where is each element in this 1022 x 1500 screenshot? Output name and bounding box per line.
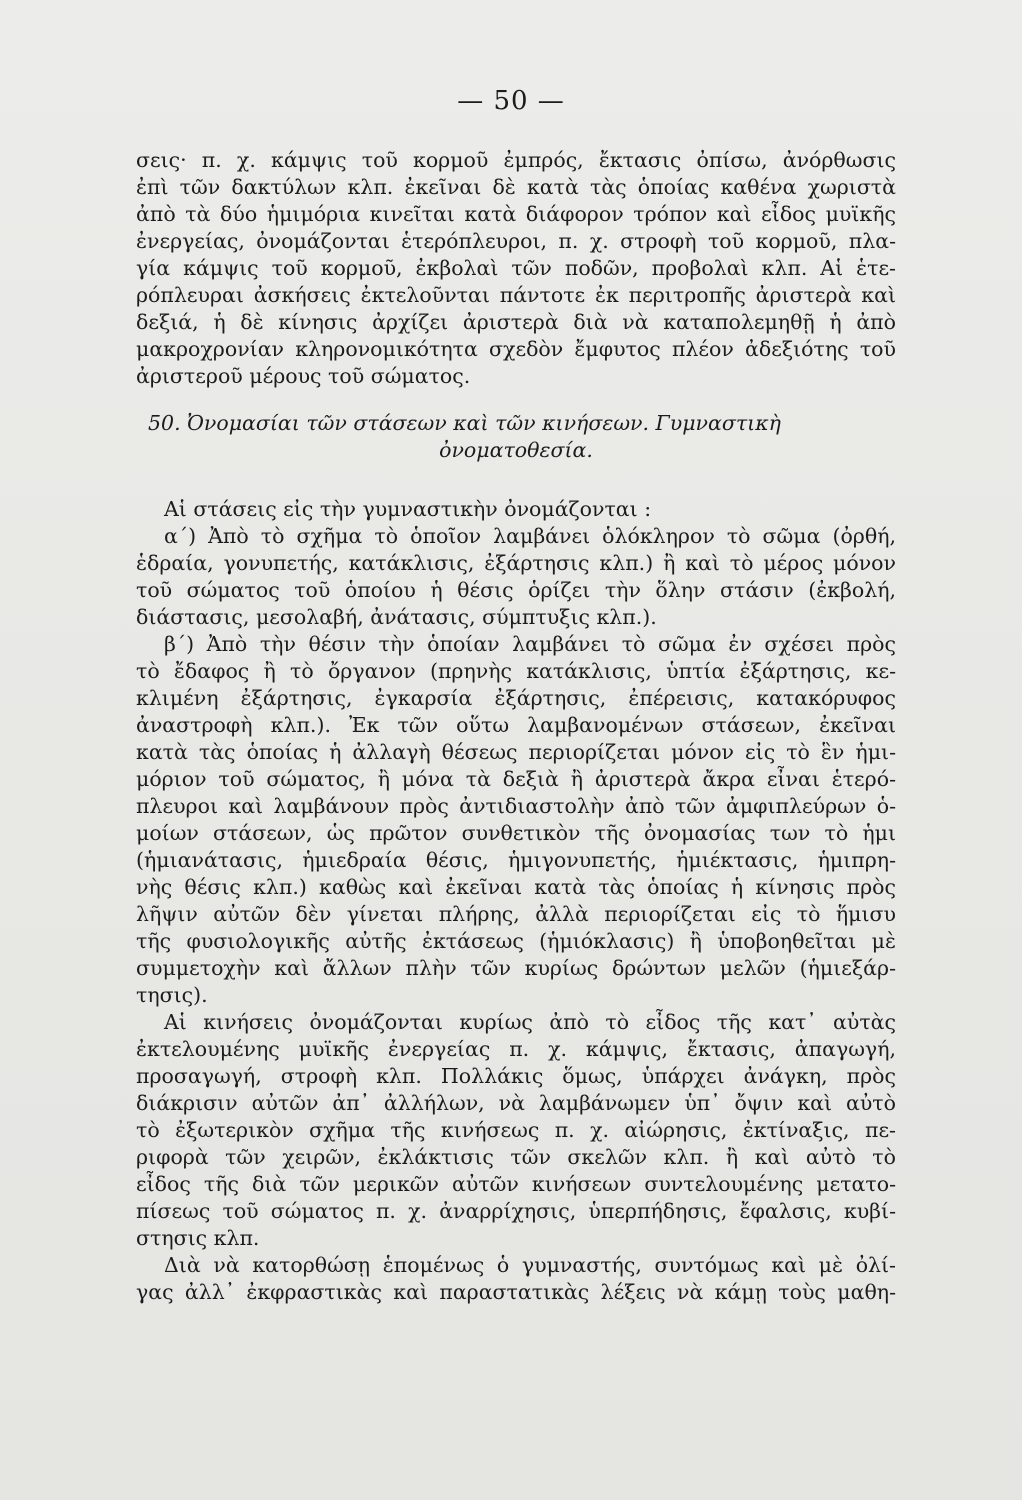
text-line: μοίων στάσεων, ὡς πρῶτον συνθετικὸν τῆς ὀνομασίας των τὸ ἡμι	[136, 821, 896, 845]
text-line: σεις· π. χ. κάμψις τοῦ κορμοῦ ἐμπρός, ἔκτασις ὀπίσω, ἀνόρθωσις	[136, 148, 896, 172]
text-line: διάστασις, μεσολαβή, ἀνάτασις, σύμπτυξις κλπ.).	[136, 605, 657, 629]
text-line: β΄) Ἀπὸ τὴν θέσιν τὴν ὁποίαν λαμβάνει τὸ σῶμα ἐν σχέσει πρὸς	[164, 632, 896, 656]
text-line: συμμετοχὴν καὶ ἄλλων πλὴν τῶν κυρίως δρώντων μελῶν (ἡμιεξάρ-	[136, 956, 896, 980]
text-line: α΄) Ἀπὸ τὸ σχῆμα τὸ ὁποῖον λαμβάνει ὁλόκληρον τὸ σῶμα (ὀρθή,	[164, 524, 896, 548]
text-line: γας ἀλλ᾽ ἐκφραστικὰς καὶ παραστατικὰς λέξεις νὰ κάμῃ τοὺς μαθη-	[136, 1280, 896, 1304]
text-line: γία κάμψις τοῦ κορμοῦ, ἐκβολαὶ τῶν ποδῶν, προβολαὶ κλπ. Αἱ ἑτε-	[136, 256, 896, 280]
text-line: εἶδος τῆς διὰ τῶν μερικῶν αὐτῶν κινήσεων συντελουμένης μετατο-	[136, 1172, 896, 1196]
text-line: κατὰ τὰς ὁποίας ἡ ἀλλαγὴ θέσεως περιορίζεται μόνον εἰς τὸ ἓν ἡμι-	[136, 740, 896, 764]
paragraph-movements	[136, 1009, 896, 1252]
section-heading	[136, 410, 896, 464]
text-line: τῆς φυσιολογικῆς αὐτῆς ἐκτάσεως (ἡμιόκλασις) ἢ ὑποβοηθεῖται μὲ	[136, 929, 896, 953]
text-line: τὸ ἔδαφος ἢ τὸ ὄργανον (πρηνὴς κατάκλισις, ὑπτία ἐξάρτησις, κε-	[136, 659, 896, 683]
text-line: ἐνεργείας, ὀνομάζονται ἑτερόπλευροι, π. χ. στροφὴ τοῦ κορμοῦ, πλα-	[136, 229, 896, 253]
text-line: δεξιά, ἡ δὲ κίνησις ἀρχίζει ἀριστερὰ διὰ νὰ καταπολεμηθῇ ἡ ἀπὸ	[136, 310, 896, 334]
text-line: προσαγωγή, στροφὴ κλπ. Πολλάκις ὅμως, ὑπάρχει ἀνάγκη, πρὸς	[136, 1064, 896, 1088]
text-line: πίσεως τοῦ σώματος π. χ. ἀναρρίχησις, ὑπερπήδησις, ἔφαλσις, κυβί-	[136, 1199, 896, 1223]
text-line: ἀπὸ τὰ δύο ἡμιμόρια κινεῖται κατὰ διάφορον τρόπον καὶ εἶδος μυϊκῆς	[136, 202, 896, 226]
text-line: μόριον τοῦ σώματος, ἢ μόνα τὰ δεξιὰ ἢ ἀριστερὰ ἄκρα εἶναι ἑτερό-	[136, 767, 896, 791]
text-line: στησις κλπ.	[136, 1226, 260, 1250]
text-line: νὴς θέσις κλπ.) καθὼς καὶ ἐκεῖναι κατὰ τὰς ὁποίας ἡ κίνησις πρὸς	[136, 875, 896, 899]
text-line: πλευροι καὶ λαμβάνουν πρὸς ἀντιδιαστολὴν ἀπὸ τῶν ἀμφιπλεύρων ὁ-	[136, 794, 896, 818]
text-line: ρόπλευραι ἀσκήσεις ἐκτελοῦνται πάντοτε ἐκ περιτροπῆς ἀριστερὰ καὶ	[136, 283, 896, 307]
text-line: (ἡμιανάτασις, ἡμιεδραία θέσις, ἡμιγονυπετής, ἡμιέκτασις, ἡμιπρη-	[136, 848, 896, 872]
text-line: Αἱ κινήσεις ὀνομάζονται κυρίως ἀπὸ τὸ εἶδος τῆς κατ᾽ αὐτὰς	[164, 1010, 896, 1034]
text-line: ἐκτελουμένης μυϊκῆς ἐνεργείας π. χ. κάμψις, ἔκτασις, ἀπαγωγή,	[136, 1037, 896, 1061]
paragraph-continuation	[136, 147, 896, 390]
text-line: Αἱ στάσεις εἰς τὴν γυμναστικὴν ὀνομάζονται :	[164, 497, 652, 521]
text-line: μακροχρονίαν κληρονομικότητα σχεδὸν ἔμφυτος πλέον ἀδεξιότης τοῦ	[136, 337, 896, 361]
text-line: τοῦ σώματος τοῦ ὁποίου ἡ θέσις ὁρίζει τὴν ὅλην στάσιν (ἐκβολή,	[136, 578, 896, 602]
section-title-line: ὀνοματοθεσία.	[439, 438, 593, 462]
text-line: ἑδραία, γονυπετής, κατάκλισις, ἐξάρτησις κλπ.) ἢ καὶ τὸ μέρος μόνον	[136, 551, 896, 575]
text-line: διάκρισιν αὐτῶν ἀπ᾽ ἀλλήλων, νὰ λαμβάνωμεν ὑπ᾽ ὄψιν καὶ αὐτὸ	[136, 1091, 896, 1115]
paragraph-stances	[136, 496, 896, 1009]
paragraph-gymnast	[136, 1252, 896, 1306]
section-title-line: 50. Ὀνομασίαι τῶν στάσεων καὶ τῶν κινήσεων. Γυμναστικὴ	[148, 411, 781, 435]
text-line: κλιμένη ἐξάρτησις, ἐγκαρσία ἐξάρτησις, ἐπέρεισις, κατακόρυφος	[136, 686, 896, 710]
text-line: λῆψιν αὐτῶν δὲν γίνεται πλήρης, ἀλλὰ περιορίζεται εἰς τὸ ἥμισυ	[136, 902, 896, 926]
body-text	[136, 147, 896, 1306]
text-line: ἀριστεροῦ μέρους τοῦ σώματος.	[136, 364, 471, 388]
page-number: — 50 —	[457, 86, 565, 116]
text-line: Διὰ νὰ κατορθώσῃ ἑπομένως ὁ γυμναστής, συντόμως καὶ μὲ ὀλί-	[164, 1253, 896, 1277]
text-line: τὸ ἐξωτερικὸν σχῆμα τῆς κινήσεως π. χ. αἰώρησις, ἐκτίναξις, πε-	[136, 1118, 896, 1142]
text-line: ἀναστροφὴ κλπ.). Ἐκ τῶν οὕτω λαμβανομένων στάσεων, ἐκεῖναι	[136, 713, 896, 737]
text-line: τησις).	[136, 983, 208, 1007]
text-line: ριφορὰ τῶν χειρῶν, ἐκλάκτισις τῶν σκελῶν κλπ. ἢ καὶ αὐτὸ τὸ	[136, 1145, 896, 1169]
text-line: ἐπὶ τῶν δακτύλων κλπ. ἐκεῖναι δὲ κατὰ τὰς ὁποίας καθένα χωριστὰ	[136, 175, 896, 199]
